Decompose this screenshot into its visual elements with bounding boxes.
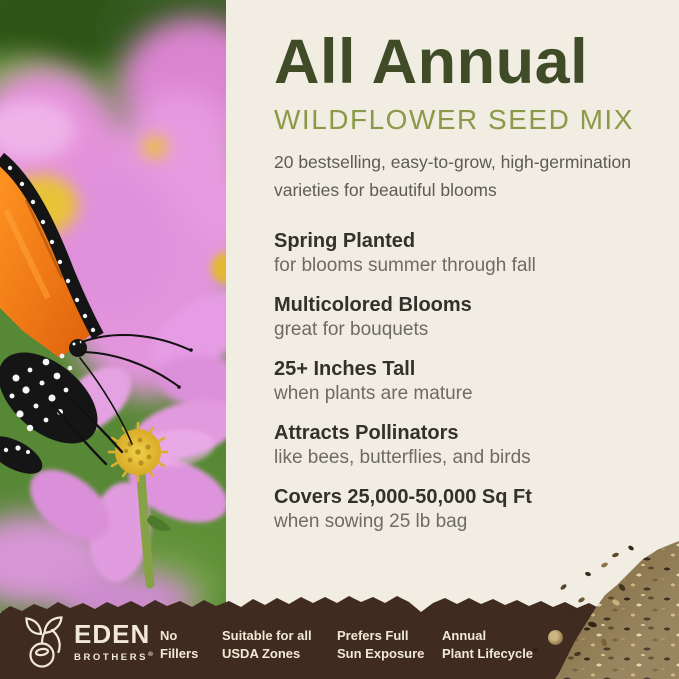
info-panel xyxy=(226,0,679,679)
feature-spring-planted xyxy=(274,229,659,278)
feature-heading: Attracts Pollinators xyxy=(274,421,459,444)
butterfly-photo-art xyxy=(0,0,226,612)
feature-inches-tall xyxy=(274,357,659,406)
feature-heading: Spring Planted xyxy=(274,229,416,252)
feature-detail: when sowing 25 lb bag xyxy=(274,510,468,532)
footer-item-line2: Fillers xyxy=(160,645,199,661)
footer-item-annual-lifecycle xyxy=(442,627,533,662)
description-line1: 20 bestselling, easy-to-grow, high-germination xyxy=(274,151,631,172)
seed xyxy=(533,648,538,652)
feature-list xyxy=(274,229,659,534)
page-title: All Annual xyxy=(274,27,589,97)
subtitle: WILDFLOWER SEED MIX xyxy=(274,104,634,136)
brand-subname xyxy=(74,649,153,663)
feature-heading: Multicolored Blooms xyxy=(274,293,472,316)
sprouting-seed-icon xyxy=(25,616,65,668)
feature-detail: when plants are mature xyxy=(274,382,473,404)
feature-detail: great for bouquets xyxy=(274,318,429,340)
brand-subname-text: BROTHERS xyxy=(74,652,149,664)
feature-heading: Covers 25,000-50,000 Sq Ft xyxy=(274,485,532,508)
footer-item-no-fillers xyxy=(160,627,198,662)
feature-detail: for blooms summer through fall xyxy=(274,254,536,276)
registered-mark: ® xyxy=(148,650,153,658)
footer-item-line2: USDA Zones xyxy=(222,645,301,661)
brand-name: EDEN xyxy=(74,618,151,649)
description xyxy=(274,148,659,204)
brand-text xyxy=(74,618,153,664)
footer-item-full-sun xyxy=(337,627,424,662)
feature-multicolored-blooms xyxy=(274,293,659,342)
brand-logo xyxy=(25,616,153,668)
seed xyxy=(548,630,563,645)
feature-detail: like bees, butterflies, and birds xyxy=(274,446,531,468)
footer-item-usda-zones xyxy=(222,627,312,662)
description-line2: varieties for beautiful blooms xyxy=(274,179,497,200)
footer-item-line1: No xyxy=(160,628,178,643)
footer-item-line1: Annual xyxy=(442,628,487,643)
footer-item-line1: Prefers Full xyxy=(337,628,409,643)
feature-heading: 25+ Inches Tall xyxy=(274,357,416,380)
footer-item-line2: Plant Lifecycle xyxy=(442,645,534,661)
butterfly-photo xyxy=(0,0,226,612)
feature-attracts-pollinators xyxy=(274,421,659,470)
feature-coverage xyxy=(274,485,659,534)
footer-item-line1: Suitable for all xyxy=(222,628,312,643)
footer-item-line2: Sun Exposure xyxy=(337,645,425,661)
